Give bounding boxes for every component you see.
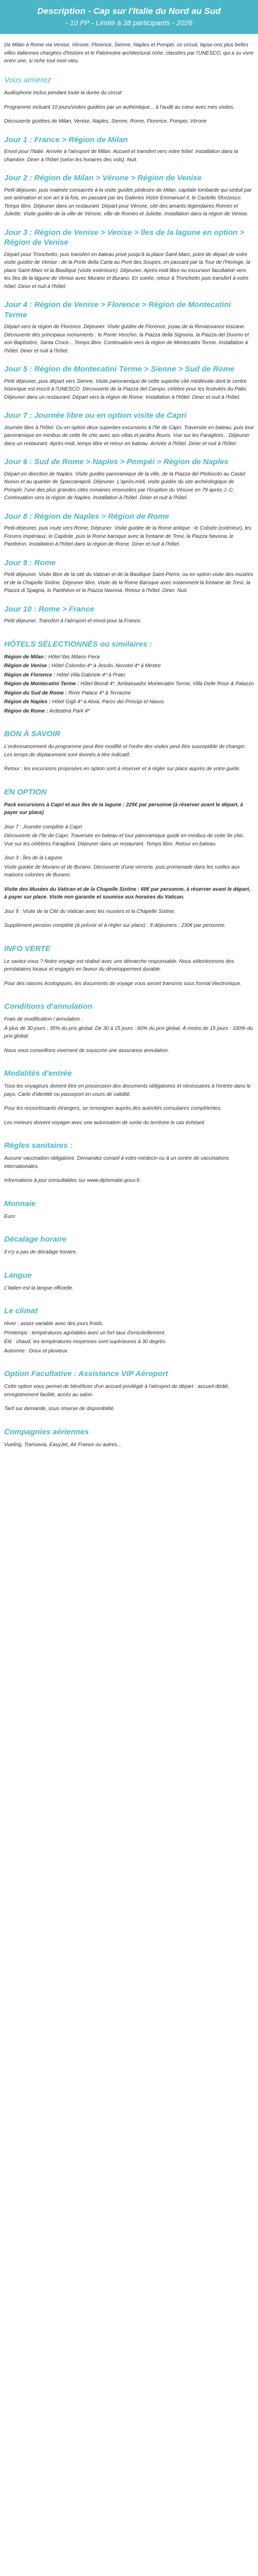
day-title: Jour 5 : Région de Montecatini Terme > Sienne > Sud de Rome — [4, 365, 235, 374]
hotels-title: HÔTELS SÉLECTIONNÉS ou similaires : — [4, 639, 152, 649]
hotel-region-label: Région de Florence : — [4, 672, 55, 678]
page-subtitle: - 10 PP - Limité à 38 participants - 2026 — [65, 19, 193, 27]
modalites-p1: Tous les voyageurs doivent être en possession des documents obligatoires et nécessaires à l'entrée dans le pays. Carte d'identité ou passeport en cours de validité. — [4, 1083, 251, 1097]
en-option-p8: Supplément pension complète (à prévoir et à régler sur place) : 8 déjeuners : 230€ par personne. — [4, 923, 226, 929]
list-item — [4, 698, 254, 706]
hotel-name: River Palace 4* à Terracine — [68, 690, 131, 696]
day-text: Petit-déjeuner, puis matinée consacrée à la visite guidée pédestre de Milan, capitale lombarde qui séduit par son animation et son art à la fois, en passant par les Galeries Victor Emmanuel II, le Castello Sforzesco. Temps libre. Déjeuner dans un restaurant. Départ pour Vérone, cité des amants légendaires Roméo et Juliette. Visite guidée de la ville de Vérone, ville de Roméo et Juliette. Installation dans la région de Venise. — [4, 187, 252, 217]
hotel-region-label: Région de Milan : — [4, 654, 47, 660]
day-title: Jour 9 : Rome — [4, 558, 56, 567]
hotel-region-label: Région de Naples : — [4, 699, 51, 705]
hotel-name: Hôtel Villa Gabriele 4* à Prato — [56, 672, 125, 678]
hotel-region-label: Région du Sud de Rome : — [4, 690, 67, 696]
page-title: Description - Cap sur l'Italie du Nord au Sud — [37, 6, 221, 16]
hotels-list — [4, 653, 254, 716]
monnaie-p1: Euro — [4, 1213, 15, 1219]
en-option-p6: Visite des Musées du Vatican et de la Chapelle Sixtine : 60€ par personne, à réserver avant le départ, à payer sur place. Visite non garantie et soumise aux horaires du Vatican. — [4, 886, 251, 901]
hotel-region-label: Région de Venise : — [4, 663, 51, 669]
bon-savoir-p1: L'ordonnancement du programme peut être modifié et l'ordre des visites peut être susceptible de changer. Les temps de déplacement sont donnés à titre indicatif. — [4, 744, 246, 758]
list-item — [4, 707, 254, 716]
day-item — [4, 457, 254, 502]
conditions-title: Conditions d'annulation — [4, 1002, 93, 1011]
list-item — [4, 653, 254, 662]
reglementation-p1: Aucune vaccination obligatoire. Demandez conseil à votre médecin ou à un centre de vaccinations internationales. — [4, 1156, 229, 1170]
day-item — [4, 228, 254, 291]
hotel-name: Hôtel Biondi 4*, Ambassador Montecatini Terme, Villa Delle Rose & Palazzo — [80, 681, 254, 687]
langue-title: Langue — [4, 1270, 32, 1280]
day-title: Jour 1 : France > Région de Milan — [4, 135, 128, 144]
compagnies-p1: Vueling, Transavia, EasyJet, Air France ou autres... — [4, 1442, 122, 1448]
day-title: Jour 4 : Région de Venise > Florence > Région de Montecatini Terme — [4, 300, 231, 319]
day-title: Jour 6 : Sud de Rome > Naples > Pompéi > Région de Naples — [4, 457, 229, 467]
day-item — [4, 411, 254, 448]
en-option-p5: Visite guidée de Murano et de Burano. Découverte d'une verrerie, puis promenade dans les ruelles aux maisons colorées de Burano. — [4, 864, 240, 878]
vous-aimerez-p1: Audiophone inclus pendant toute la durée du circuit — [4, 90, 122, 96]
info-verte-title: INFO VERTE — [4, 944, 51, 953]
day-title: Jour 3 : Région de Venise > Venise > îles de la lagune en option > Région de Venise — [4, 228, 245, 247]
day-text: Petit déjeuner. Visite libre de la cité du Vatican et de la Basilique Saint-Pierre, ou en option visite des musées et de la Chapelle Sixtine. Déjeuner libre. Visite de la Rome Baroque avec notamment la fontaine de Trevi, la Piazza di Spagna, le Panthéon et la Piazza Navona. Retour à l'hôtel. Diner. Nuit. — [4, 572, 253, 594]
info-verte-p1: Le saviez-vous ? Notre voyage est réalisé avec une démarche responsable. Nous sélectionnons des prestataires locaux et engagés en faveur du développement durable. — [4, 958, 234, 973]
vous-aimerez-p3: Découverte guidées de Milan, Venise, Naples, Sienne, Rome, Florence, Pompei, Vérone — [4, 118, 207, 125]
climat-p3: Été : chaud, les températures moyennes sont supérieures à 30 degrés. — [4, 1339, 167, 1345]
en-option-p3: Découverte de l'île de Capri. Traversée en bateau et tour panoramique guidé en minibus de cette île chic. Vue sur les célèbres Faraglioni. Déjeuner dans un restaurant. Temps libre. Retour en bateau. — [4, 833, 245, 847]
day-text: Petit déjeuner, puis départ vers Sienne. Visite panoramique de cette superbe cité médiévale dont le centre historique est inscrit à l'UNESCO. Découverte de la Piazza del Campo, célèbre pour les festivités du Palio. Déjeuner dans un restaurant. Départ vers la région de Rome. Installation à l'hôtel. Diner et nuit à l'hôtel. — [4, 378, 248, 400]
reglementation-title: Règles sanitaires : — [4, 1141, 73, 1150]
hotel-name: Hôtel Colombo 4* à Jesolo, Novotel 4* à Mestre — [51, 663, 161, 669]
info-verte-p2: Pour des raisons écologiques, les documents de voyage vous seront transmis sous format électronique. — [4, 980, 242, 987]
day-text: Journée libre à l'hôtel. Ou en option deux superbes excursions à l'île de Capri. Traversée en bateau, puis tour panoramique en minibus de cette île chic avec ses villas et jardins fleuris. Vue sur les Faraglioni... Déjeuner dans un restaurant. Après-midi, temps libre et retour en bateau. Arrivée à l'hôtel. Diner et nuit à l'hôtel. — [4, 425, 254, 447]
option-facultative-p2: Tarif sur demande, sous réserve de disponibilité. — [4, 1406, 115, 1412]
day-text: Petit-déjeuner, puis route vers Rome. Déjeuner. Visite guidée de la Rome antique : le Colisée (extérieur), les Forums Impériaux, le Capitole, puis la Rome baroque avec la fontaine de Trevi, la Piazza Navona, le Panthéon. Installation à l'hôtel dans la région de Rome. Diner et nuit à l'hôtel. — [4, 526, 252, 548]
en-option-p4: Jour 3 : Îles de la Lagune — [4, 855, 62, 861]
list-item — [4, 680, 254, 688]
hotel-region-label: Région de Montecatini Terme : — [4, 681, 79, 687]
page-content — [0, 34, 258, 1470]
decalage-p1: Il n'y a pas de décalage horaire. — [4, 1249, 77, 1256]
day-item — [4, 300, 254, 355]
day-title: Jour 2 : Région de Milan > Vérone > Région de Venise — [4, 174, 202, 183]
decalage-title: Décalage horaire — [4, 1235, 67, 1244]
conditions-p1: Frais de modification / annulation : — [4, 1016, 83, 1023]
conditions-p2: À plus de 30 jours : 35% du prix global. De 30 à 15 jours : 60% du prix global. À moins de 15 jours : 100% du prix global. — [4, 1025, 253, 1040]
page-header — [0, 0, 258, 34]
monnaie-title: Monnaie — [4, 1199, 36, 1208]
day-title: Jour 7 : Journée libre ou en option visite de Capri — [4, 411, 187, 420]
day-item — [4, 364, 254, 401]
en-option-title: EN OPTION — [4, 787, 47, 796]
day-item — [4, 604, 254, 625]
bon-savoir-p2: Retour : les excursions proposées en option sont à réserver et à régler sur place auprès de votre guide. — [4, 766, 241, 772]
day-text: Départ pour Tronchetto, puis transfert en bateau privé jusqu'à la place Saint-Marc, point de départ de votre visite guidée de Venise : de la Porte della Carta au Pont des Soupirs, en passant par la Tour de l'Horloge, la place Saint-Marc et la Basilique (visite extérieure). Déjeuner. Après-midi libre ou excursion facultative vers les îles de la lagune de Venise avec Murano et Burano. En soirée, retour à Tronchetto puis transfert à votre hôtel. Diner et nuit à l'hôtel. — [4, 251, 251, 290]
list-item — [4, 662, 254, 670]
day-item — [4, 135, 254, 164]
en-option-p2: Jour 7 : Journée complète à Capri — [4, 824, 82, 830]
climat-title: Le climat — [4, 1307, 38, 1316]
day-text: Départ en direction de Naples. Visite guidée panoramique de la ville, de la Piazza del Plebiscito au Castel Nuovo et au quartier de Spaccanapoli. Déjeuner. L'après-midi, visite guidée du site archéologique de Pompéi, l'une des plus grandes cités romaines ensevelies par l'éruption du Vésuve en 79 après J.-C. Continuation vers la région de Naples. Installation à l'hôtel. Diner et nuit à l'hôtel. — [4, 471, 246, 501]
hotel-name: Ardeatina Park 4* — [49, 708, 90, 714]
intro-text: De Milan à Rome via Venise, Vérone, Florence, Sienne, Naples et Pompéi, ce circuit, lapse-ons plus belles villes italiennes chargées d'histoire et le Patrimoine architectural riche, classées par l'UNESCO, qui a su vivre entre une, si riche tout mon vieu. — [4, 42, 254, 64]
modalites-p3: Les mineurs doivent voyager avec une autorisation de sortie du territoire le cas échéant. — [4, 1120, 206, 1126]
day-text: Départ vers la région de Florence. Déjeuner. Visite guidée de Florence, joyau de la Renaissance toscane. Découverte des principaux monuments : le Ponte Vecchio, la Piazza della Signoria, la Piazza del Duomo et son Baptistère, Santa Croce... Temps libre. Continuation vers la région de Montecatini Terme. Installation à l'hôtel. Diner et nuit à l'hôtel. — [4, 324, 249, 354]
day-list — [4, 135, 254, 625]
option-facultative-title: Option Facultative : Assistance VIP Aéroport — [4, 1369, 168, 1379]
day-title: Jour 8 : Région de Naples > Région de Rome — [4, 512, 169, 521]
modalites-title: Modalités d'entrée — [4, 1069, 72, 1078]
section-vous-aimerez-title: Vous aimerez — [4, 75, 52, 84]
day-item — [4, 512, 254, 549]
reglementation-p2: Informations à jour consultables sur www.diplomatie.gouv.fr. — [4, 1178, 141, 1184]
compagnies-title: Compagnies aériennes — [4, 1427, 89, 1436]
list-item — [4, 689, 254, 698]
langue-p1: L'italien est la langue officielle. — [4, 1285, 74, 1291]
option-facultative-p1: Cette option vous permet de bénéficier d'un accueil privilégié à l'aéroport de départ : accueil dédié, enregistrement facilité, accès au salon. — [4, 1384, 230, 1398]
day-item — [4, 173, 254, 218]
climat-p2: Printemps : températures agréables avec un fort taux d'ensoleillement. — [4, 1330, 166, 1336]
en-option-p1: Pack excursions à Capri et aux îles de la lagune : 225€ par personne (à réserver avant le départ, à payer sur place) — [4, 802, 243, 816]
day-title: Jour 10 : Rome > France — [4, 604, 94, 614]
bon-savoir-title: BON À SAVOIR — [4, 730, 60, 739]
day-text: Envol pour l'Italie. Arrivée à l'aéroport de Milan. Accueil et transfert vers votre hôtel. Installation dans la chambre. Diner à l'hôtel (selon les horaires des vols). Nuit. — [4, 149, 238, 163]
day-item — [4, 558, 254, 595]
list-item — [4, 671, 254, 680]
climat-p1: Hiver : assez variable avec des jours froids. — [4, 1321, 104, 1327]
hotel-name: Hôtel Ibis Milano Fiera — [48, 654, 100, 660]
hotel-region-label: Région de Rome : — [4, 708, 49, 714]
conditions-p3: Nous vous conseillons vivement de souscrire une assurance annulation. — [4, 1047, 169, 1054]
en-option-p7: Jour 9 : Visite de la Cité du Vatican avec les musées et la Chapelle Sixtine. — [4, 908, 175, 914]
day-text: Petit déjeuner. Transfert à l'aéroport et envol pour la France. — [4, 618, 142, 624]
hotel-name: Hôtel Gigli 4* à Aloia, Parco dei Principi et Naxos — [52, 699, 164, 705]
climat-p4: Automne : Doux et pluvieux. — [4, 1348, 69, 1354]
modalites-p2: Pour les ressortissants étrangers, se renseigner auprès des autorités consulaires compétentes. — [4, 1106, 222, 1112]
vous-aimerez-p2: Programme incluant 10 jours/visites guidées par un authentique... à l'audit au cœur avec mes visites. — [4, 104, 235, 110]
